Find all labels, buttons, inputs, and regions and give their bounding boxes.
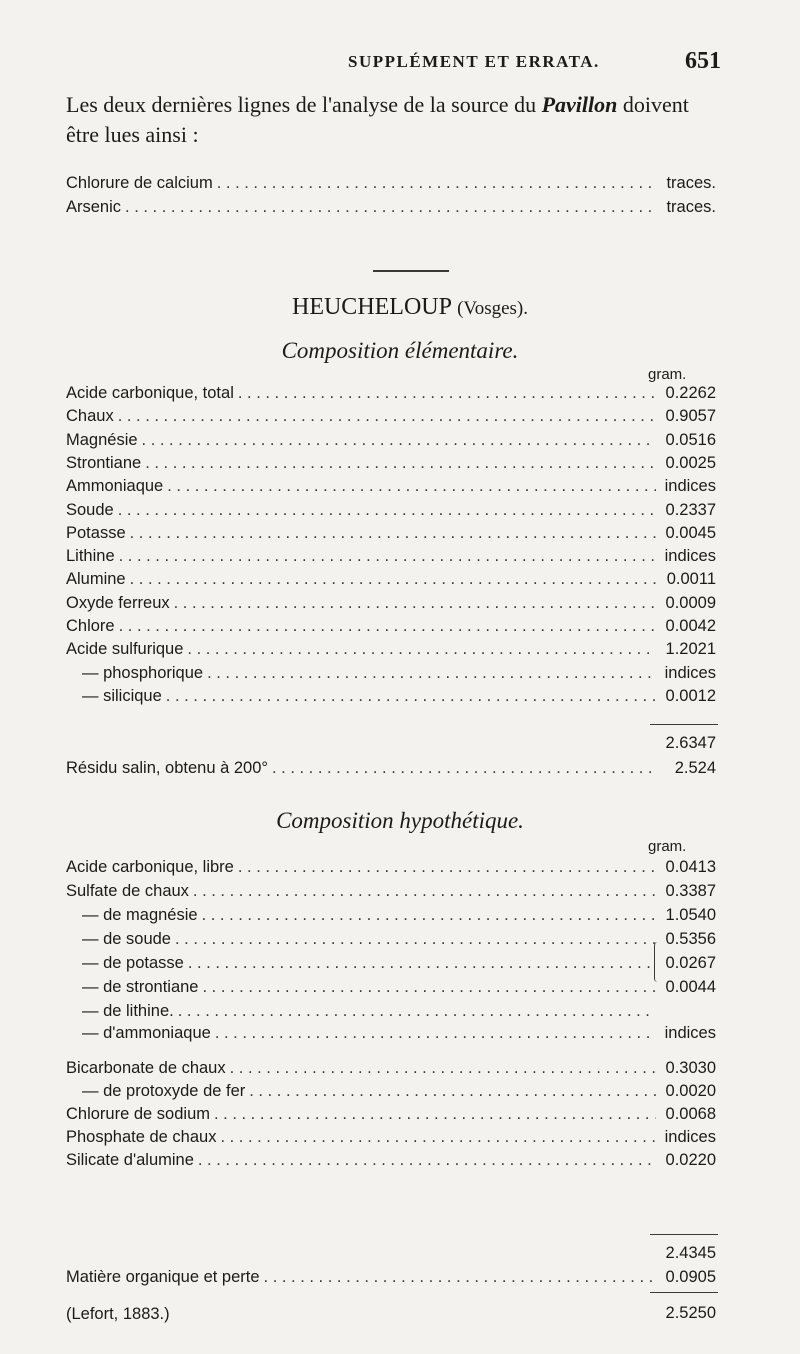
row-value: 0.0025 [665, 453, 716, 472]
table-row [66, 1126, 716, 1148]
row-value: indices [664, 1024, 716, 1042]
row-label: — de lithine. [82, 1002, 174, 1020]
table-row [66, 475, 716, 497]
row-value: 2.524 [674, 759, 716, 777]
row-value: 0.9057 [665, 407, 716, 426]
row-label: Sulfate de chaux [66, 882, 189, 900]
row-label: — d'ammoniaque [82, 1024, 211, 1042]
row-value: 0.0042 [665, 617, 716, 635]
hypothetical-unit: gram. [648, 838, 687, 855]
table-row [66, 1149, 716, 1171]
row-value: 0.0009 [665, 593, 716, 612]
errata-row [66, 172, 716, 194]
table-row [66, 662, 716, 684]
row-value: 0.2262 [665, 384, 716, 402]
table-row [66, 928, 716, 950]
table-row [66, 1057, 716, 1079]
row-value: 0.2337 [665, 500, 716, 519]
row-value: traces. [666, 174, 716, 192]
table-row [66, 592, 716, 614]
row-value: 0.0044 [665, 978, 716, 996]
hypothetical-total: 2.5250 [665, 1304, 716, 1322]
row-label: Matière organique et perte [66, 1268, 260, 1286]
row-value: 0.5356 [665, 930, 716, 948]
row-value: 0.0012 [665, 686, 716, 705]
hypothetical-title: Composition hypothétique. [276, 808, 524, 833]
table-row [66, 499, 716, 521]
row-value: 0.0905 [665, 1268, 716, 1286]
table-row [66, 545, 716, 567]
row-label: Chlorure de sodium [66, 1105, 210, 1123]
row-value: 0.0413 [665, 858, 716, 876]
table-row [66, 904, 716, 926]
row-label: — de protoxyde de fer [82, 1082, 246, 1100]
errata-row [66, 196, 716, 218]
row-label: Strontiane [66, 453, 142, 472]
row-value: indices [664, 477, 716, 496]
brace [654, 942, 661, 982]
row-label: Chlore [66, 617, 115, 635]
row-label: — de soude [82, 930, 171, 948]
residue-row [66, 757, 716, 779]
row-value: 0.0020 [665, 1082, 716, 1100]
main-heading-name: HEUCHELOUP [291, 294, 452, 320]
hypothetical-subtotal: 2.4345 [665, 1244, 716, 1262]
table-row [66, 1103, 716, 1125]
row-value: indices [664, 1128, 716, 1146]
row-label: Acide sulfurique [66, 640, 184, 659]
row-label: Résidu salin, obtenu à 200° [66, 759, 268, 777]
row-value: traces. [666, 198, 716, 216]
running-head [0, 48, 800, 82]
row-label: — de strontiane [82, 978, 199, 996]
intro-text-after: doivent être lues ainsi : [66, 92, 689, 147]
elementary-total: 2.6347 [665, 734, 716, 752]
row-label: Phosphate de chaux [66, 1128, 217, 1146]
page-number: 651 [685, 48, 721, 74]
elementary-unit: gram. [648, 366, 687, 383]
row-value: 1.0540 [665, 906, 716, 924]
intro-paragraph [66, 90, 726, 150]
table-row [66, 452, 716, 474]
table-row [66, 615, 716, 637]
running-head-title: SUPPLÉMENT ET ERRATA. [348, 52, 600, 71]
table-row [66, 638, 716, 660]
row-value: indices [664, 547, 716, 566]
table-row [66, 1080, 716, 1102]
row-label: Oxyde ferreux [66, 593, 170, 612]
row-label: Lithine [66, 547, 115, 566]
table-row [66, 1000, 716, 1022]
main-heading-region: (Vosges). [457, 298, 528, 319]
table-row [66, 1022, 716, 1044]
sum-rule [650, 1234, 718, 1235]
table-row [66, 568, 716, 590]
row-value: 0.0267 [665, 954, 716, 972]
row-label: — de magnésie [82, 906, 198, 924]
row-value: 0.3030 [665, 1059, 716, 1077]
table-row [66, 382, 716, 404]
table-row [66, 880, 716, 902]
row-label: Magnésie [66, 430, 138, 449]
elementary-title: Composition élémentaire. [281, 338, 519, 363]
row-value: 0.0068 [665, 1105, 716, 1123]
row-value: 0.3387 [665, 882, 716, 900]
row-value: 0.0045 [665, 523, 716, 542]
table-row [66, 952, 716, 974]
table-row [66, 685, 716, 707]
row-label: Bicarbonate de chaux [66, 1059, 226, 1077]
row-label: — de potasse [82, 954, 184, 972]
organic-row [66, 1266, 716, 1288]
row-value: 0.0011 [666, 570, 716, 589]
row-label: Ammoniaque [66, 477, 164, 496]
row-label: Potasse [66, 523, 126, 542]
intro-text-before: Les deux dernières lignes de l'analyse de la source du [66, 92, 542, 117]
row-label: Silicate d'alumine [66, 1151, 194, 1169]
row-label: Acide carbonique, libre [66, 858, 234, 876]
section-separator [373, 270, 449, 272]
row-label: Alumine [66, 570, 126, 589]
row-label: Chaux [66, 407, 114, 426]
table-row [66, 856, 716, 878]
row-label: Arsenic [66, 198, 122, 216]
row-value: indices [664, 663, 716, 682]
row-label: Acide carbonique, total [66, 384, 234, 402]
row-label: — phosphorique [82, 663, 204, 682]
row-label: — silicique [82, 686, 162, 705]
intro-place: Pavillon [541, 92, 618, 117]
sum-rule [650, 1292, 718, 1293]
row-value: 0.0516 [665, 430, 716, 449]
row-label: Chlorure de calcium [66, 174, 213, 192]
table-row [66, 429, 716, 451]
main-heading [10, 294, 800, 321]
sum-rule [650, 724, 718, 725]
table-row [66, 405, 716, 427]
table-row [66, 522, 716, 544]
table-row [66, 976, 716, 998]
row-value: 0.0220 [665, 1151, 716, 1169]
row-value: 1.2021 [665, 640, 716, 659]
source-footnote: (Lefort, 1883.) [66, 1305, 170, 1323]
row-label: Soude [66, 500, 114, 519]
